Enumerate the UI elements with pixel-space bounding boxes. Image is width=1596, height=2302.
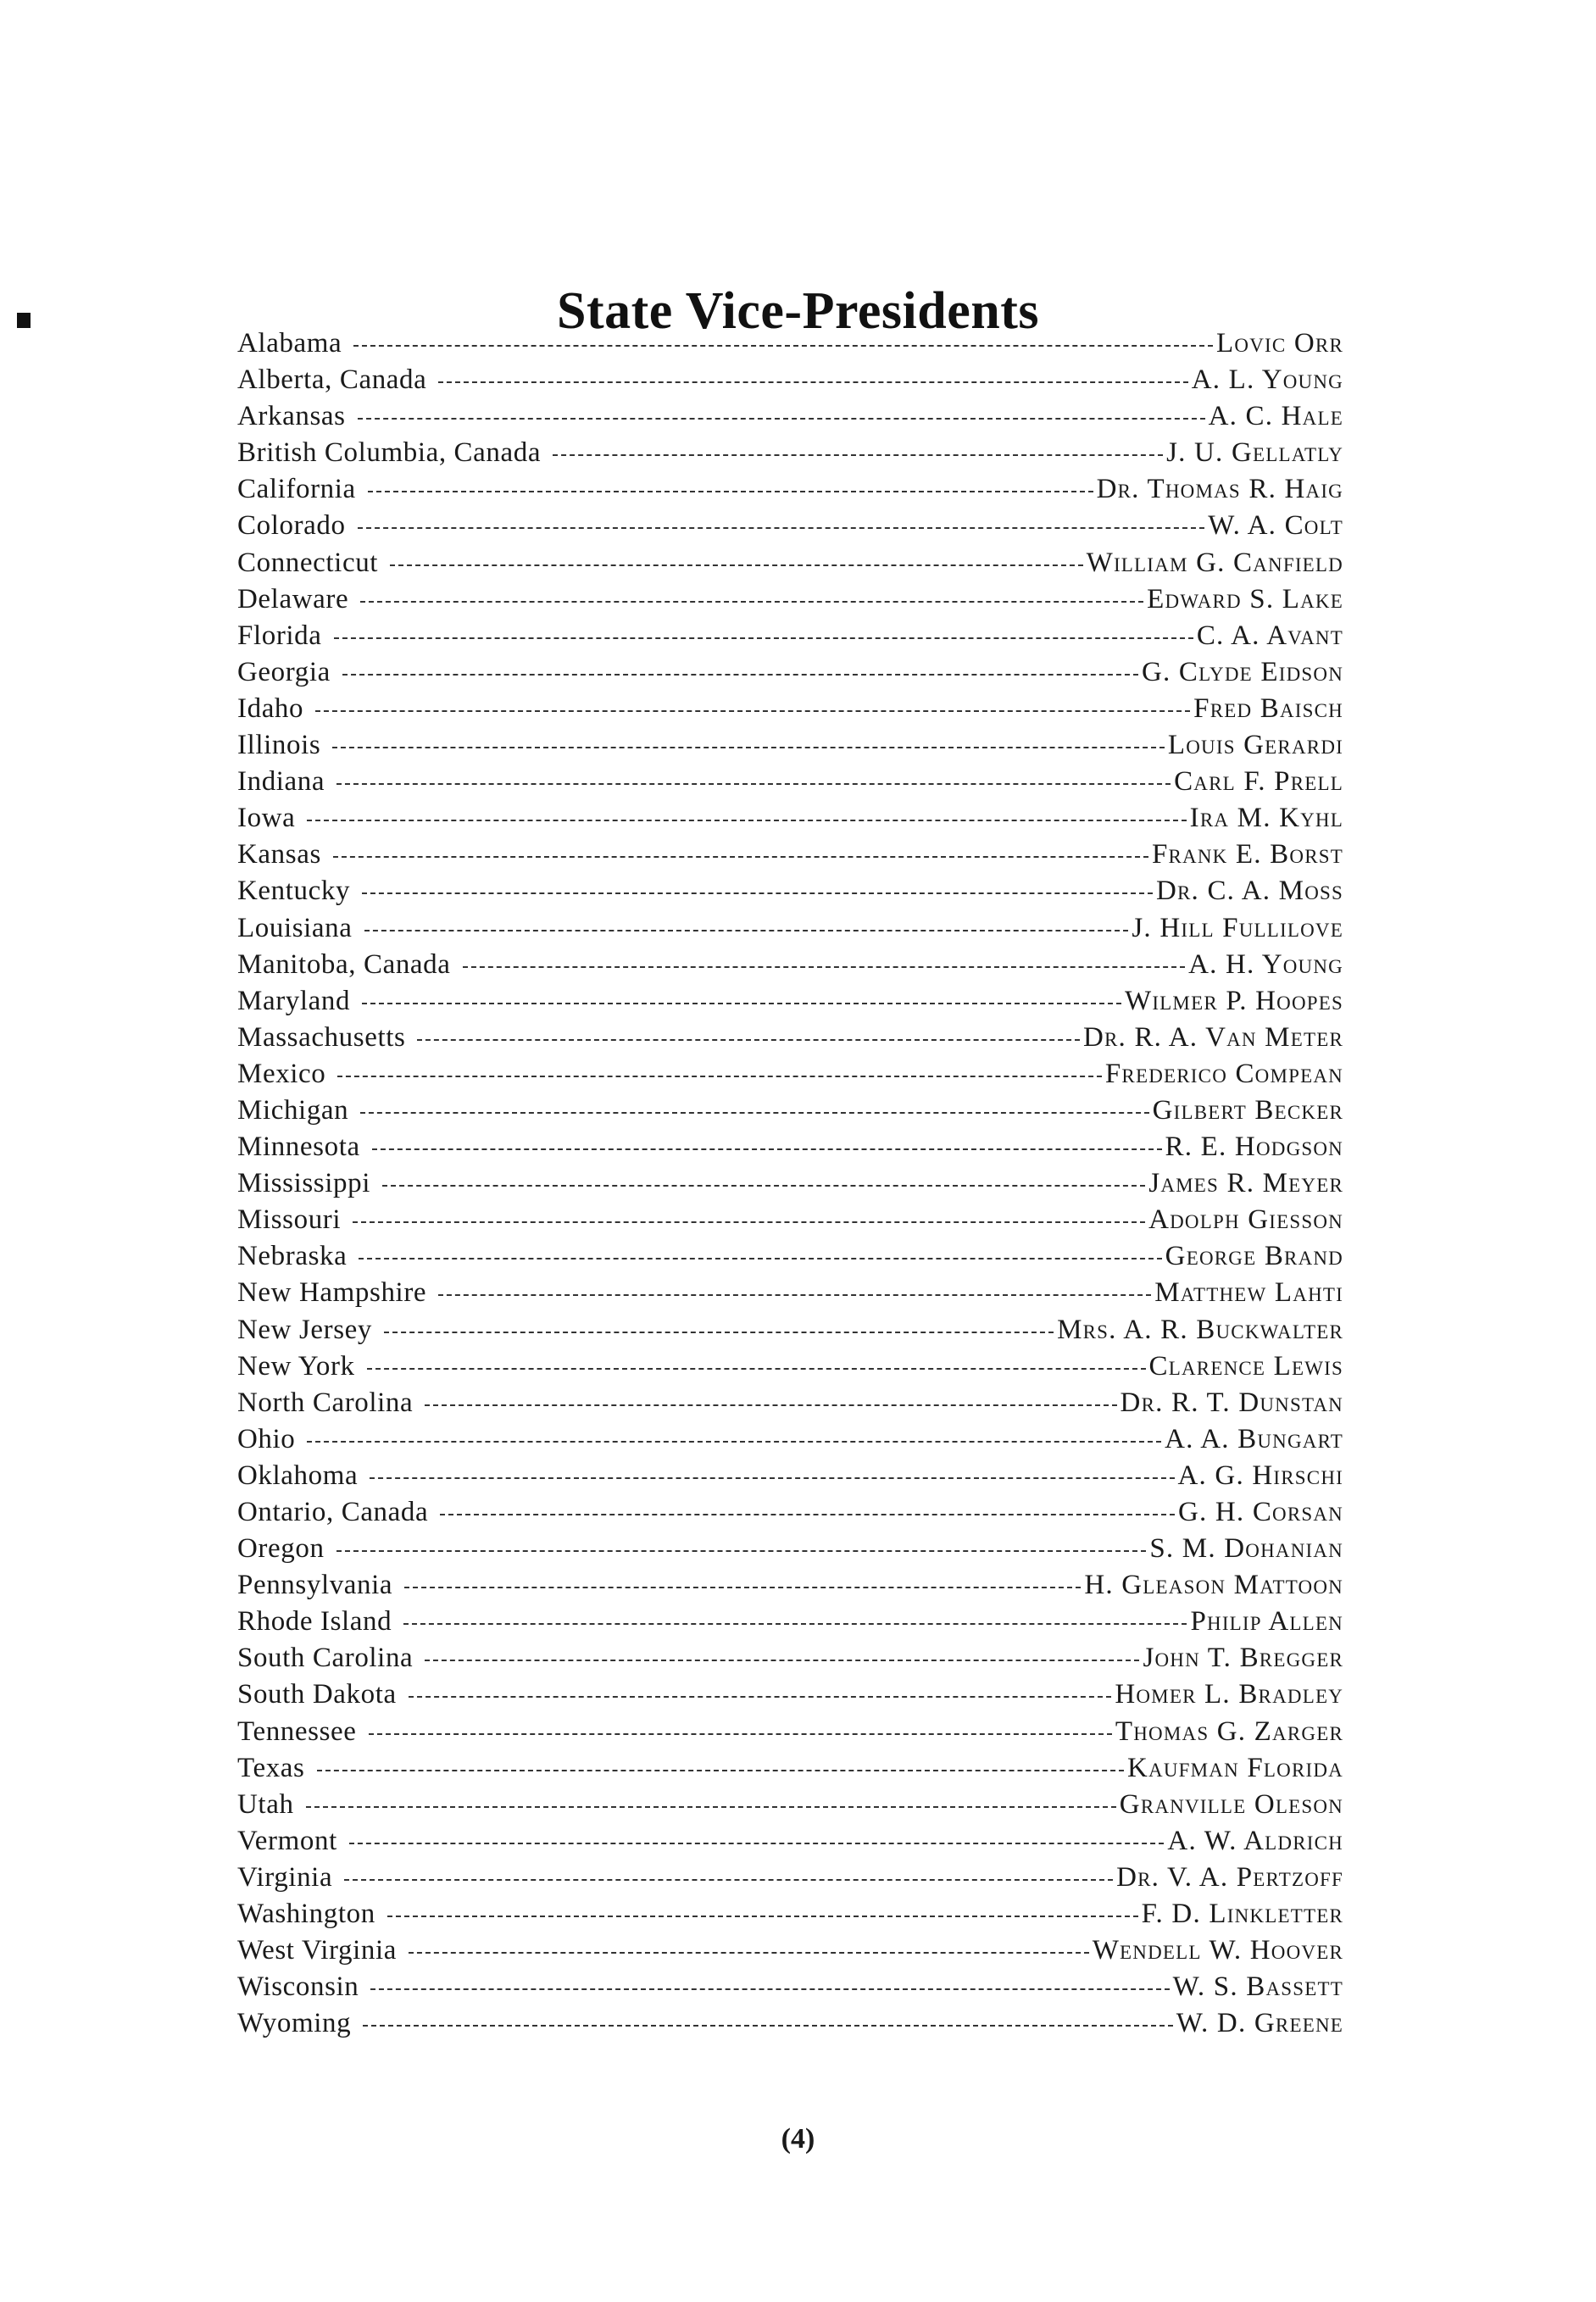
vice-president-name: Dr. C. A. Moss xyxy=(1155,876,1343,907)
state-name: Colorado xyxy=(237,510,346,542)
dot-leader xyxy=(367,1368,1146,1370)
dot-leader xyxy=(368,491,1093,492)
state-name: Rhode Island xyxy=(237,1606,392,1638)
dot-leader xyxy=(425,1404,1116,1406)
vice-president-name: Dr. Thomas R. Haig xyxy=(1096,474,1343,505)
dot-leader xyxy=(334,637,1193,639)
dot-leader xyxy=(403,1623,1187,1625)
vice-president-name: George Brand xyxy=(1165,1241,1343,1272)
state-name: Washington xyxy=(237,1899,375,1930)
state-name: Oregon xyxy=(237,1533,325,1565)
state-name: Florida xyxy=(237,620,322,651)
list-item xyxy=(237,1676,1343,1713)
vice-president-name: S. M. Dohanian xyxy=(1149,1533,1343,1565)
vice-president-name: Ira M. Kyhl xyxy=(1189,803,1343,834)
vice-president-name: Granville Oleson xyxy=(1119,1788,1343,1820)
dot-leader xyxy=(349,1843,1165,1844)
vice-president-name: John T. Bregger xyxy=(1143,1643,1343,1674)
dot-leader xyxy=(332,747,1165,748)
dot-leader xyxy=(382,1185,1145,1187)
dot-leader xyxy=(553,454,1163,456)
dot-leader xyxy=(333,856,1148,858)
vice-president-name: J. Hill Fullilove xyxy=(1132,912,1343,943)
dot-leader xyxy=(337,1076,1101,1077)
list-item xyxy=(237,1969,1343,2005)
list-item xyxy=(237,1823,1343,1860)
vice-president-name: Lovic Orr xyxy=(1216,328,1343,359)
dot-leader xyxy=(438,1294,1151,1296)
list-item xyxy=(237,1932,1343,1969)
state-name: New York xyxy=(237,1350,355,1382)
vice-president-name: R. E. Hodgson xyxy=(1165,1132,1343,1163)
dot-leader xyxy=(384,1332,1054,1333)
vice-president-name: Gilbert Becker xyxy=(1152,1094,1343,1126)
dot-leader xyxy=(363,2025,1173,2027)
state-name: South Carolina xyxy=(237,1643,414,1674)
vice-president-name: Fred Baisch xyxy=(1193,692,1343,724)
dot-leader xyxy=(358,527,1205,529)
state-name: Connecticut xyxy=(237,547,379,578)
list-item xyxy=(237,2005,1343,2042)
state-name: Indiana xyxy=(237,766,325,798)
dot-leader xyxy=(360,1112,1148,1114)
list-item xyxy=(237,1896,1343,1932)
state-name: Nebraska xyxy=(237,1241,348,1272)
vice-president-name: C. A. Avant xyxy=(1196,620,1343,651)
vice-president-name: Edward S. Lake xyxy=(1147,583,1343,614)
dot-leader xyxy=(317,1770,1125,1771)
list-item xyxy=(237,873,1343,909)
dot-leader xyxy=(417,1039,1080,1041)
state-name: Wisconsin xyxy=(237,1971,359,2003)
state-name: New Jersey xyxy=(237,1314,373,1345)
list-item xyxy=(237,508,1343,544)
list-item xyxy=(237,947,1343,983)
list-item xyxy=(237,1640,1343,1676)
list-item xyxy=(237,362,1343,398)
dot-leader xyxy=(438,381,1187,383)
state-name: Tennessee xyxy=(237,1715,357,1747)
list-item xyxy=(237,1275,1343,1311)
state-name: North Carolina xyxy=(237,1387,414,1418)
list-item xyxy=(237,1348,1343,1385)
state-name: Minnesota xyxy=(237,1132,360,1163)
state-name: Illinois xyxy=(237,730,321,761)
vice-president-name: Frederico Compean xyxy=(1104,1058,1343,1089)
list-item xyxy=(237,1129,1343,1165)
list-item xyxy=(237,1531,1343,1567)
state-name: Arkansas xyxy=(237,401,346,432)
dot-leader xyxy=(404,1587,1081,1588)
dot-leader xyxy=(463,966,1186,968)
list-item xyxy=(237,1238,1343,1275)
vice-president-name: W. A. Colt xyxy=(1208,510,1343,542)
list-item xyxy=(237,545,1343,581)
dot-leader xyxy=(307,820,1186,821)
page-title: State Vice-Presidents xyxy=(557,281,1039,340)
state-name: Kentucky xyxy=(237,876,351,907)
list-item xyxy=(237,727,1343,764)
dot-leader xyxy=(362,1003,1121,1004)
dot-leader xyxy=(353,1221,1145,1223)
vice-president-name: Dr. R. A. Van Meter xyxy=(1082,1021,1343,1053)
dot-leader xyxy=(336,1550,1147,1552)
vice-president-name: William G. Canfield xyxy=(1086,547,1343,578)
state-name: Vermont xyxy=(237,1825,337,1856)
vice-president-name: Matthew Lahti xyxy=(1154,1277,1343,1309)
state-name: Mississippi xyxy=(237,1168,370,1199)
dot-leader xyxy=(306,1806,1116,1808)
dot-leader xyxy=(369,1733,1112,1735)
dot-leader xyxy=(425,1660,1139,1661)
list-item xyxy=(237,1494,1343,1531)
state-name: Mexico xyxy=(237,1058,326,1089)
state-name: Pennsylvania xyxy=(237,1570,393,1601)
dot-leader xyxy=(358,418,1205,420)
vice-president-name: Adolph Giesson xyxy=(1148,1204,1343,1236)
state-name: Wyoming xyxy=(237,2008,352,2039)
state-name: West Virginia xyxy=(237,1935,398,1966)
list-item xyxy=(237,910,1343,947)
state-name: Delaware xyxy=(237,583,349,614)
vice-president-name: Dr. V. A. Pertzoff xyxy=(1116,1861,1343,1893)
vice-president-name: Dr. R. T. Dunstan xyxy=(1120,1387,1343,1418)
state-name: Michigan xyxy=(237,1094,349,1126)
dot-leader xyxy=(359,1258,1161,1259)
state-name: Virginia xyxy=(237,1861,333,1893)
list-item xyxy=(237,764,1343,800)
vice-president-name: Clarence Lewis xyxy=(1148,1350,1343,1382)
list-item xyxy=(237,1056,1343,1093)
vice-president-name: Philip Allen xyxy=(1190,1606,1343,1638)
state-name: Massachusetts xyxy=(237,1021,406,1053)
list-item xyxy=(237,1787,1343,1823)
state-name: Ohio xyxy=(237,1423,296,1454)
dot-leader xyxy=(307,1441,1161,1443)
list-item xyxy=(237,983,1343,1020)
list-item xyxy=(237,325,1343,362)
list-item xyxy=(237,1567,1343,1604)
dot-leader xyxy=(409,1696,1112,1698)
list-item xyxy=(237,691,1343,727)
state-name: Missouri xyxy=(237,1204,342,1236)
state-name: British Columbia, Canada xyxy=(237,437,542,469)
state-name: Utah xyxy=(237,1788,294,1820)
vice-president-name: G. Clyde Eidson xyxy=(1141,656,1343,687)
dot-leader xyxy=(387,1916,1138,1917)
list-item xyxy=(237,654,1343,691)
list-item xyxy=(237,1421,1343,1458)
vice-president-name: Frank E. Borst xyxy=(1151,839,1343,870)
list-item xyxy=(237,1020,1343,1056)
list-item xyxy=(237,837,1343,873)
state-name: Alabama xyxy=(237,328,342,359)
vice-president-name: A. C. Hale xyxy=(1208,401,1343,432)
state-name: California xyxy=(237,474,356,505)
list-item xyxy=(237,471,1343,508)
list-item xyxy=(237,1202,1343,1238)
state-name: Kansas xyxy=(237,839,321,870)
vice-president-name: James R. Meyer xyxy=(1148,1168,1343,1199)
vice-president-name: Kaufman Florida xyxy=(1127,1752,1343,1783)
vice-president-name: W. D. Greene xyxy=(1176,2008,1343,2039)
dot-leader xyxy=(370,1988,1169,1990)
dot-leader xyxy=(390,564,1083,566)
dot-leader xyxy=(360,601,1143,603)
dot-leader xyxy=(409,1952,1089,1954)
list-item xyxy=(237,618,1343,654)
dot-leader xyxy=(370,1477,1174,1479)
vice-president-name: Louis Gerardi xyxy=(1167,730,1343,761)
dot-leader xyxy=(440,1514,1175,1515)
vice-president-name: Wendell W. Hoover xyxy=(1092,1935,1343,1966)
list-item xyxy=(237,1750,1343,1787)
vice-president-name: Mrs. A. R. Buckwalter xyxy=(1057,1314,1343,1345)
dot-leader xyxy=(372,1148,1162,1150)
dot-leader xyxy=(336,783,1171,785)
vice-president-name: H. Gleason Mattoon xyxy=(1084,1570,1343,1601)
dot-leader xyxy=(362,892,1153,894)
state-name: Idaho xyxy=(237,692,304,724)
state-name: Maryland xyxy=(237,985,351,1016)
vice-president-name: A. W. Aldrich xyxy=(1167,1825,1343,1856)
state-name: Alberta, Canada xyxy=(237,364,427,396)
state-name: South Dakota xyxy=(237,1679,397,1710)
dot-leader xyxy=(364,930,1129,931)
state-name: Oklahoma xyxy=(237,1460,359,1491)
dot-leader xyxy=(344,1879,1113,1881)
list-item xyxy=(237,435,1343,471)
vice-president-list xyxy=(237,325,1343,2042)
state-name: Iowa xyxy=(237,803,296,834)
state-name: Texas xyxy=(237,1752,305,1783)
dot-leader xyxy=(353,345,1213,347)
vice-president-name: Thomas G. Zarger xyxy=(1115,1715,1343,1747)
state-name: New Hampshire xyxy=(237,1277,427,1309)
vice-president-name: W. S. Bassett xyxy=(1172,1971,1343,2003)
list-item xyxy=(237,1312,1343,1348)
list-item xyxy=(237,1604,1343,1640)
list-item xyxy=(237,1860,1343,1896)
state-name: Louisiana xyxy=(237,912,353,943)
vice-president-name: A. L. Young xyxy=(1191,364,1343,396)
vice-president-name: A. H. Young xyxy=(1188,948,1343,980)
page-number: (4) xyxy=(781,2123,815,2155)
dot-leader xyxy=(315,710,1190,712)
vice-president-name: Wilmer P. Hoopes xyxy=(1124,985,1343,1016)
list-item xyxy=(237,398,1343,435)
list-item xyxy=(237,800,1343,837)
list-item xyxy=(237,1458,1343,1494)
state-name: Georgia xyxy=(237,656,331,687)
list-item xyxy=(237,581,1343,618)
list-item xyxy=(237,1165,1343,1202)
list-item xyxy=(237,1385,1343,1421)
state-name: Ontario, Canada xyxy=(237,1497,429,1527)
vice-president-name: Carl F. Prell xyxy=(1174,766,1343,798)
vice-president-name: F. D. Linkletter xyxy=(1141,1899,1343,1930)
vice-president-name: Homer L. Bradley xyxy=(1115,1679,1343,1710)
vice-president-name: J. U. Gellatly xyxy=(1166,437,1343,469)
dot-leader xyxy=(342,674,1138,676)
vice-president-name: A. G. Hirschi xyxy=(1177,1460,1343,1491)
vice-president-name: A. A. Bungart xyxy=(1165,1423,1343,1454)
vice-president-name: G. H. Corsan xyxy=(1177,1497,1343,1527)
state-name: Manitoba, Canada xyxy=(237,948,451,980)
list-item xyxy=(237,1093,1343,1129)
list-item xyxy=(237,1714,1343,1750)
